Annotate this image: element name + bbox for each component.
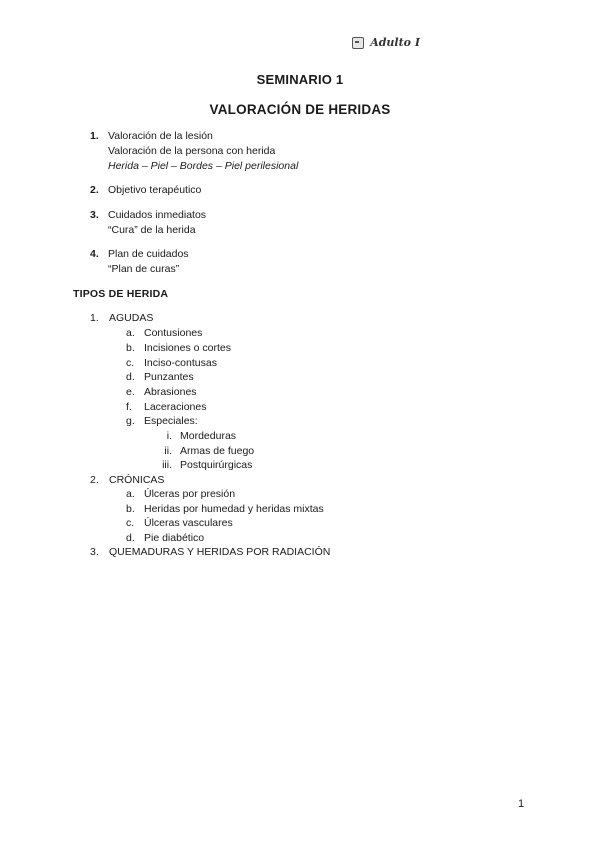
list-number: d. [126, 532, 135, 544]
intro-item-line: Cuidados inmediatos [108, 209, 207, 221]
intro-item-2 [90, 183, 201, 198]
list-number: e. [126, 386, 135, 398]
intro-item-line: “Cura” de la herida [108, 224, 196, 236]
header-note [352, 36, 420, 49]
list-number: c. [126, 357, 135, 369]
list-item: Punzantes [144, 371, 194, 383]
list-number: 2. [90, 474, 99, 486]
list-item: Contusiones [144, 327, 203, 339]
document-subtitle: VALORACIÓN DE HERIDAS [209, 102, 391, 117]
list-number: d. [126, 371, 135, 383]
list-item: Laceraciones [144, 401, 207, 413]
list-item: Inciso-contusas [144, 357, 217, 369]
intro-item-line: Objetivo terapéutico [108, 184, 202, 196]
header-logo-icon [352, 37, 364, 49]
list-item: Úlceras por presión [144, 488, 236, 500]
page-number: 1 [518, 798, 525, 810]
list-item: Incisiones o cortes [144, 342, 231, 354]
list-item-agudas: AGUDAS [109, 312, 154, 324]
list-number: 3. [90, 546, 99, 558]
list-subitem: Armas de fuego [180, 445, 255, 457]
header-note-text: Adulto I [370, 36, 420, 49]
list-number: a. [126, 327, 135, 339]
list-number: b. [126, 503, 135, 515]
list-number: i. [166, 430, 172, 442]
list-number: ii. [164, 445, 172, 457]
list-item: Úlceras vasculares [144, 517, 233, 529]
document-title: SEMINARIO 1 [256, 72, 344, 87]
list-number: c. [126, 517, 135, 529]
list-subitem: Postquirúrgicas [180, 459, 253, 471]
section-heading: TIPOS DE HERIDA [73, 288, 169, 300]
intro-item-number: 2. [90, 184, 99, 196]
intro-item-line: Valoración de la persona con herida [108, 145, 276, 157]
intro-item-4 [90, 247, 189, 277]
list-item: Especiales: [144, 415, 198, 427]
intro-item-italic: Herida – Piel – Bordes – Piel perilesional [108, 160, 299, 172]
intro-item-line: Plan de cuidados [108, 248, 189, 260]
list-item-quemaduras: QUEMADURAS Y HERIDAS POR RADIACIÓN [109, 546, 331, 558]
list-number: a. [126, 488, 135, 500]
intro-item-number: 1. [90, 130, 99, 142]
list-item-cronicas: CRÓNICAS [109, 474, 165, 486]
intro-item-1 [90, 129, 298, 174]
list-item: Pie diabético [144, 532, 205, 544]
list-item: Heridas por humedad y heridas mixtas [144, 503, 324, 515]
list-number: iii. [162, 459, 172, 471]
intro-item-number: 4. [90, 248, 99, 260]
list-number: g. [126, 415, 135, 427]
list-item: Abrasiones [144, 386, 197, 398]
list-number: 1. [90, 312, 99, 324]
list-subitem: Mordeduras [180, 430, 237, 442]
intro-item-3 [90, 208, 206, 238]
intro-item-number: 3. [90, 209, 99, 221]
list-number: f. [126, 401, 132, 413]
intro-item-line: Valoración de la lesión [108, 130, 213, 142]
list-number: b. [126, 342, 135, 354]
intro-item-line: “Plan de curas” [108, 263, 180, 275]
